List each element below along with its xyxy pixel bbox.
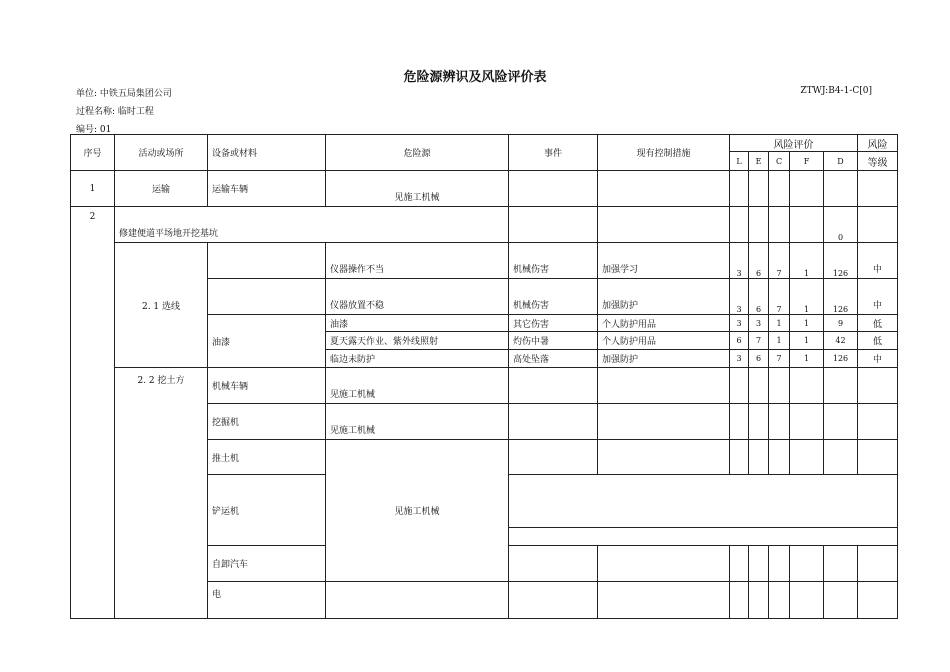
cell-D	[824, 171, 858, 207]
cell-L: 3	[730, 243, 749, 279]
cell-equipment: 挖掘机	[208, 404, 326, 440]
cell-E	[749, 207, 769, 243]
cell-control	[598, 207, 730, 243]
cell-D: 126	[824, 279, 858, 315]
cell-equipment: 油漆	[208, 315, 326, 368]
col-L: L	[730, 152, 749, 171]
cell-control: 个人防护用品	[598, 315, 730, 332]
cell-F	[790, 207, 824, 243]
cell-activity: 运输	[115, 171, 208, 207]
cell-event	[509, 440, 598, 475]
cell-C: 1	[769, 332, 790, 350]
cell-D	[824, 582, 858, 619]
cell-event	[509, 207, 598, 243]
cell-event	[509, 171, 598, 207]
cell-F	[790, 368, 824, 404]
cell-D: 0	[824, 207, 858, 243]
cell-C: 7	[769, 350, 790, 368]
col-seq: 序号	[71, 135, 115, 171]
cell-control	[598, 440, 730, 475]
cell-D	[824, 404, 858, 440]
cell-L: 3	[730, 350, 749, 368]
cell-control	[598, 368, 730, 404]
cell-L: 3	[730, 315, 749, 332]
cell-equipment: 电	[208, 582, 326, 619]
cell-F	[790, 404, 824, 440]
cell-D	[824, 546, 858, 582]
cell-hazard: 见施工机械	[326, 171, 509, 207]
cell-F: 1	[790, 350, 824, 368]
cell-L	[730, 207, 749, 243]
cell-C: 7	[769, 279, 790, 315]
cell-D: 126	[824, 243, 858, 279]
cell-C	[769, 546, 790, 582]
cell-E: 6	[749, 350, 769, 368]
cell-hazard	[326, 582, 509, 619]
cell-C	[769, 171, 790, 207]
cell-E: 6	[749, 243, 769, 279]
cell-control	[598, 582, 730, 619]
cell-hazard: 仪器放置不稳	[326, 279, 509, 315]
cell-control: 加强防护	[598, 279, 730, 315]
cell-equipment: 机械车辆	[208, 368, 326, 404]
cell-L: 6	[730, 332, 749, 350]
cell-E	[749, 404, 769, 440]
cell-equipment	[208, 243, 326, 279]
cell-equipment: 自卸汽车	[208, 546, 326, 582]
cell-F: 1	[790, 279, 824, 315]
cell-D	[824, 440, 858, 475]
header-row	[71, 135, 898, 152]
cell-L	[730, 546, 749, 582]
cell-E	[749, 546, 769, 582]
col-event: 事件	[509, 135, 598, 171]
cell-equipment: 运输车辆	[208, 171, 326, 207]
cell-F	[790, 582, 824, 619]
cell-seq: 1	[71, 171, 115, 207]
cell-E	[749, 368, 769, 404]
table-row	[71, 171, 898, 207]
cell-C: 7	[769, 243, 790, 279]
cell-hazard: 见施工机械	[326, 440, 509, 582]
process-name: 过程名称: 临时工程	[76, 107, 154, 117]
cell-activity: 2. 1 选线	[115, 243, 208, 368]
cell-L: 3	[730, 279, 749, 315]
table-row	[71, 368, 898, 404]
cell-C	[769, 207, 790, 243]
cell-C	[769, 404, 790, 440]
cell-activity: 2. 2 挖土方	[115, 368, 208, 619]
risk-table	[70, 134, 898, 619]
cell-level	[858, 171, 898, 207]
cell-E	[749, 582, 769, 619]
table-row	[71, 207, 898, 243]
cell-event	[509, 582, 598, 619]
cell-F: 1	[790, 332, 824, 350]
cell-D: 126	[824, 350, 858, 368]
cell-C	[769, 582, 790, 619]
cell-level	[858, 440, 898, 475]
cell-L	[730, 404, 749, 440]
cell-activity: 修建便道平场地开挖基坑	[115, 207, 509, 243]
cell-control	[598, 404, 730, 440]
table-row	[71, 243, 898, 279]
cell-event	[509, 404, 598, 440]
cell-equipment	[208, 279, 326, 315]
cell-L	[730, 582, 749, 619]
doc-code: ZTWJ:B4-1-C[0]	[800, 86, 872, 96]
unit-label: 单位: 中铁五局集团公司	[76, 89, 172, 99]
cell-level: 中	[858, 243, 898, 279]
cell-level: 中	[858, 350, 898, 368]
cell-F	[790, 546, 824, 582]
col-equipment: 设备或材料	[208, 135, 326, 171]
cell-level	[858, 404, 898, 440]
doc-number: 编号: 01	[76, 125, 112, 135]
cell-L	[730, 171, 749, 207]
cell-seq: 2	[71, 207, 115, 619]
cell-control	[598, 171, 730, 207]
cell-equipment: 推土机	[208, 440, 326, 475]
cell-control: 加强学习	[598, 243, 730, 279]
cell-C: 1	[769, 315, 790, 332]
cell-hazard: 夏天露天作业、紫外线照射	[326, 332, 509, 350]
cell-event: 灼伤中暑	[509, 332, 598, 350]
cell-L	[730, 368, 749, 404]
cell-E: 3	[749, 315, 769, 332]
cell-E: 6	[749, 279, 769, 315]
cell-level	[858, 368, 898, 404]
cell-equipment: 铲运机	[208, 475, 326, 546]
cell-E	[749, 440, 769, 475]
col-risk-eval: 风险评价	[730, 135, 858, 152]
cell-F	[790, 440, 824, 475]
col-activity: 活动或场所	[115, 135, 208, 171]
cell-hazard: 仪器操作不当	[326, 243, 509, 279]
cell-level: 低	[858, 332, 898, 350]
cell-hazard: 见施工机械	[326, 404, 509, 440]
cell-level	[858, 546, 898, 582]
cell-D: 42	[824, 332, 858, 350]
cell-F	[790, 171, 824, 207]
cell-hazard: 油漆	[326, 315, 509, 332]
split-block	[509, 475, 898, 546]
cell-event	[509, 368, 598, 404]
cell-E	[749, 171, 769, 207]
cell-C	[769, 440, 790, 475]
cell-control: 个人防护用品	[598, 332, 730, 350]
col-E: E	[749, 152, 769, 171]
document-title: 危险源辨识及风险评价表	[403, 70, 547, 85]
col-hazard: 危险源	[326, 135, 509, 171]
cell-C	[769, 368, 790, 404]
cell-F: 1	[790, 315, 824, 332]
cell-control	[598, 546, 730, 582]
col-C: C	[769, 152, 790, 171]
col-F: F	[790, 152, 824, 171]
cell-hazard: 临边未防护	[326, 350, 509, 368]
col-control: 现有控制措施	[598, 135, 730, 171]
col-risk-level-1: 风险	[858, 135, 898, 152]
cell-event: 机械伤害	[509, 279, 598, 315]
cell-event: 机械伤害	[509, 243, 598, 279]
col-risk-level-2: 等级	[858, 152, 898, 171]
cell-control: 加强防护	[598, 350, 730, 368]
cell-event	[509, 546, 598, 582]
cell-F: 1	[790, 243, 824, 279]
cell-level: 低	[858, 315, 898, 332]
cell-level: 中	[858, 279, 898, 315]
cell-event: 其它伤害	[509, 315, 598, 332]
cell-D	[824, 368, 858, 404]
cell-E: 7	[749, 332, 769, 350]
cell-level	[858, 207, 898, 243]
cell-L	[730, 440, 749, 475]
cell-D: 9	[824, 315, 858, 332]
cell-hazard: 见施工机械	[326, 368, 509, 404]
cell-level	[858, 582, 898, 619]
col-D: D	[824, 152, 858, 171]
cell-event: 高处坠落	[509, 350, 598, 368]
